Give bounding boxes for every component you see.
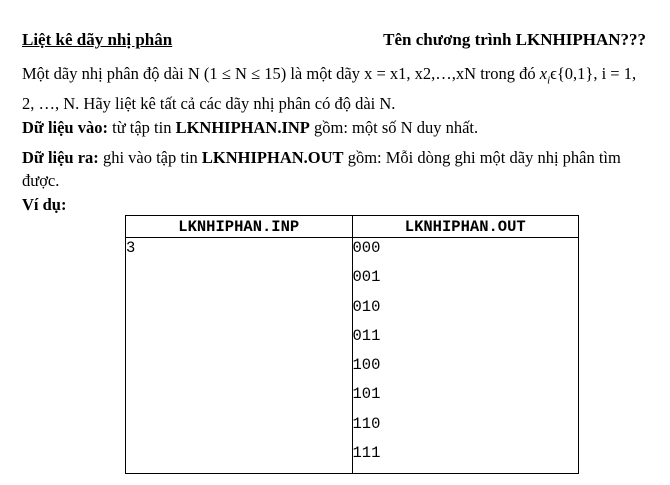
output-cell: [352, 238, 579, 474]
output-line: 010: [352, 297, 381, 316]
example-table: [125, 215, 579, 474]
example-header-row: [126, 216, 579, 238]
output-line: 101: [352, 385, 381, 404]
xi-variable: $x_i$: [539, 64, 551, 87]
problem-title: Liệt kê dãy nhị phân: [22, 30, 173, 49]
output-line: 011: [352, 326, 381, 345]
out-column-header: LKNHIPHAN.OUT: [352, 216, 579, 238]
input-file-name: LKNHIPHAN.INP: [175, 118, 310, 137]
output-label: Dữ liệu ra:: [22, 148, 99, 167]
example-data-row: [126, 238, 579, 474]
inp-column-header: LKNHIPHAN.INP: [126, 216, 353, 238]
output-line: 000: [352, 239, 381, 257]
output-line: 110: [352, 414, 381, 433]
output-line: 100: [352, 356, 381, 375]
example-label: Ví dụ:: [22, 195, 67, 214]
problem-description: [22, 62, 650, 115]
output-section: Dữ liệu ra: ghi vào tập tin LKNHIPHAN.OUT gồm: Mỗi dòng ghi một dãy nhị phân tìm được.: [22, 148, 621, 190]
input-cell: [126, 238, 353, 474]
output-line: 111: [352, 444, 381, 463]
input-section: Dữ liệu vào: từ tập tin LKNHIPHAN.INP gồm: một số N duy nhất.: [22, 118, 479, 137]
description-text-after: , i = 1, 2, …, N. Hãy liệt kê tất cả các dãy nhị phân có độ dài N.: [22, 64, 637, 114]
input-line: 3: [126, 239, 136, 257]
input-label: Dữ liệu vào:: [22, 118, 108, 137]
output-file-name: LKNHIPHAN.OUT: [201, 148, 344, 167]
program-name: Tên chương trình LKNHIPHAN???: [383, 30, 646, 49]
description-set: ϵ{0,1}: [550, 64, 594, 83]
description-text-before: Một dãy nhị phân độ dài N (1 ≤ N ≤ 15) là một dãy x = x1, x2,…,xN trong đó: [22, 64, 540, 83]
output-line: 001: [352, 268, 381, 287]
